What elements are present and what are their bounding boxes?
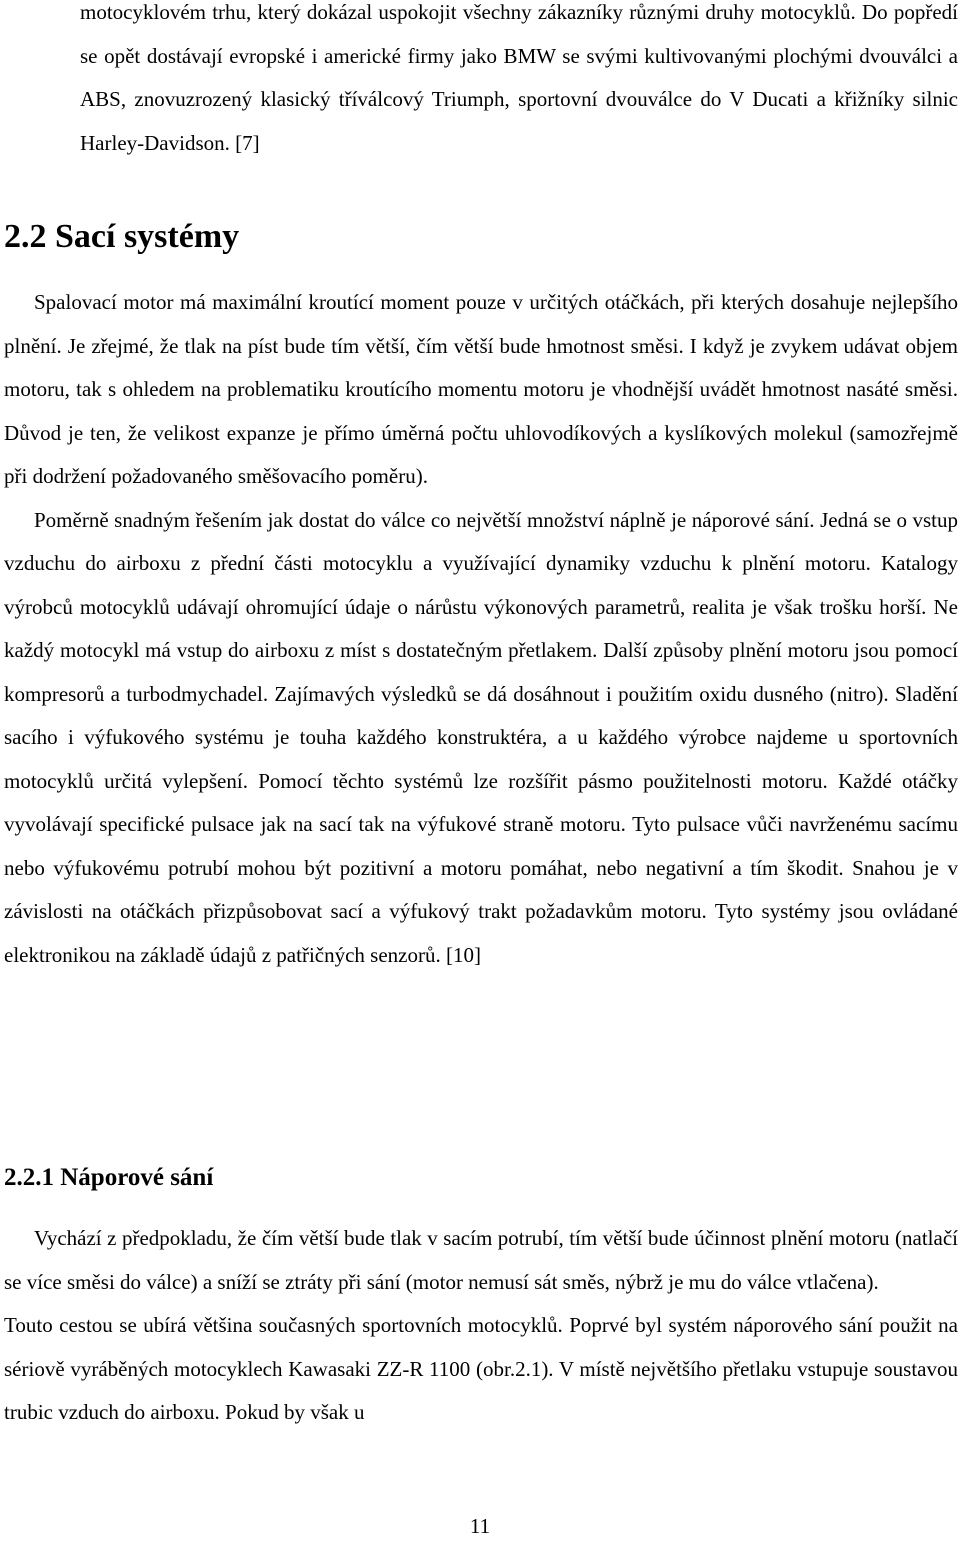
section-paragraph: Spalovací motor má maximální kroutící moment pouze v určitých otáčkách, při kterých dosahuje nejlepšího plnění. Je zřejmé, že tlak na píst bude tím větší, čím větší bude hmotnost směsi. I když je zvykem udávat objem motoru, tak s ohledem na problematiku kroutícího momentu motoru je vhodnější uvádět hmotnost nasáté směsi. Důvod je ten, že velikost expanze je přímo úměrná počtu uhlovodíkových a kyslíkových molekul (samozřejmě při dodržení požadovaného směšovacího poměru). [4,290,958,488]
subsection-paragraph: Touto cestou se ubírá většina současných sportovních motocyklů. Poprvé byl systém náporového sání použit na sériově vyráběných motocyklech Kawasaki ZZ-R 1100 (obr.2.1). V místě největšího přetlaku vstupuje soustavou trubic vzduch do airboxu. Pokud by však u [4,1313,958,1424]
section-body [4,281,958,977]
subsection-heading: 2.2.1 Náporové sání [4,1164,214,1191]
page-number: 11 [469,1514,491,1538]
intro-paragraph: motocyklovém trhu, který dokázal uspokojit všechny zákazníky různými druhy motocyklů. Do popředí se opět dostávají evropské i americké firmy jako BMW se svými kultivovanými plochými dvouválci a ABS, znovuzrozený klasický tříválcový Triumph, sportovní dvouválce do V Ducati a křižníky silnic Harley-Davidson. [7] [80,0,958,155]
section-heading: 2.2 Sací systémy [4,218,240,255]
section-paragraph: Poměrně snadným řešením jak dostat do válce co největší množství náplně je náporové sání. Jedná se o vstup vzduchu do airboxu z přední části motocyklu a využívající dynamiky vzduchu k plnění motoru. Katalogy výrobců motocyklů udávají ohromující údaje o nárůstu výkonových parametrů, realita je však trošku horší. Ne každý motocykl má vstup do airboxu z míst s dostatečným přetlakem. Další způsoby plnění motoru jsou pomocí kompresorů a turbodmychadel. Zajímavých výsledků se dá dosáhnout i použitím oxidu dusného (nitro). Sladění sacího i výfukového systému je touha každého konstruktéra, a u každého výrobce najdeme u sportovních motocyklů určitá vylepšení. Pomocí těchto systémů lze rozšířit pásmo použitelnosti motoru. Každé otáčky vyvolávají specifické pulsace jak na sací tak na výfukové straně motoru. Tyto pulsace vůči navrženému sacímu nebo výfukovému potrubí mohou být pozitivní a motoru pomáhat, nebo negativní a tím škodit. Snahou je v závislosti na otáčkách přizpůsobovat sací a výfukový trakt požadavkům motoru. Tyto systémy jsou ovládané elektronikou na základě údajů z patřičných senzorů. [10] [4,507,958,967]
subsection-body [4,1217,958,1435]
subsection-paragraph: Vychází z předpokladu, že čím větší bude tlak v sacím potrubí, tím větší bude účinnost plnění motoru (natlačí se více směsi do válce) a sníží se ztráty při sání (motor nemusí sát směs, nýbrž je mu do válce vtlačena). [4,1226,958,1294]
